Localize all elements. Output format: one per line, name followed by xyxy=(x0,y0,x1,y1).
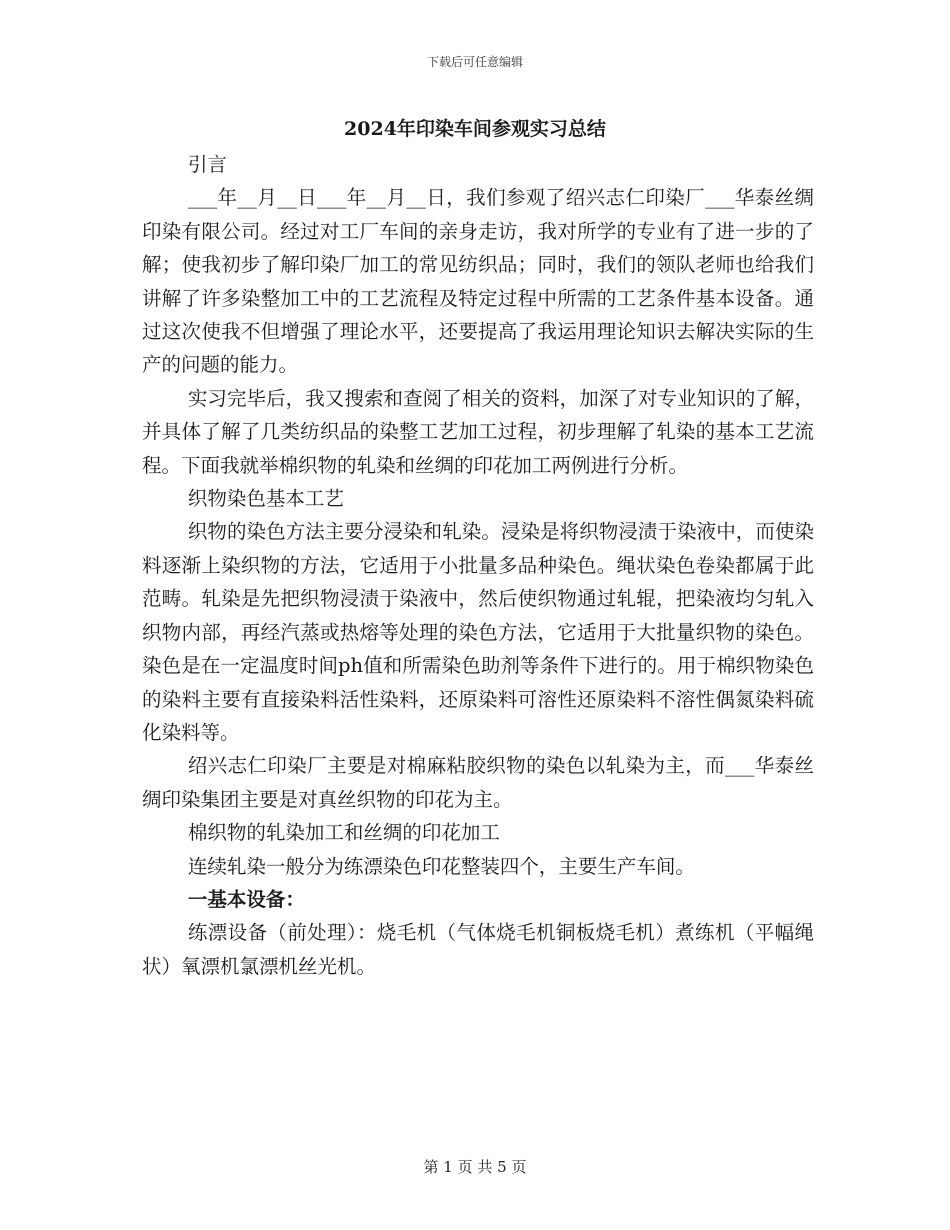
document-title: 2024年印染车间参观实习总结 xyxy=(344,118,606,140)
page-number: 第 1 页 共 5 页 xyxy=(423,1158,527,1176)
header-note: 下载后可任意编辑 xyxy=(426,55,523,69)
intro-heading: 引言 xyxy=(187,153,227,176)
cotton-silk-heading: 棉织物的轧染加工和丝绸的印花加工 xyxy=(187,821,500,845)
after-internship-paragraph: 实习完毕后，我又搜索和查阅了相关的资料，加深了对专业知识的了解，并具体了解了几类纺织品的染整工艺加工过程，初步理解了轧染的基本工艺流程。下面我就举棉织物的轧染和丝绸的印花加工两例进行分析。 xyxy=(142,386,814,477)
dyeing-process-heading: 织物染色基本工艺 xyxy=(187,487,344,511)
pretreatment-equipment-paragraph: 练漂设备（前处理）：烧毛机（气体烧毛机铜板烧毛机）煮练机（平幅绳状）氧漂机氯漂机丝光机。 xyxy=(142,921,814,978)
continuous-dyeing-paragraph: 连续轧染一般分为练漂染色印花整装四个，主要生产车间。 xyxy=(187,854,695,878)
factory-focus-paragraph: 绍兴志仁印染厂主要是对棉麻粘胶织物的染色以轧染为主，而___华泰丝绸印染集团主要是对真丝织物的印花为主。 xyxy=(142,754,814,811)
dyeing-methods-paragraph: 织物的染色方法主要分浸染和轧染。浸染是将织物浸渍于染液中，而使染料逐渐上染织物的方法，它适用于小批量多品种染色。绳状染色卷染都属于此范畴。轧染是先把织物浸渍于染液中，然后使织物通过轧辊，把染液均匀轧入织物内部，再经汽蒸或热熔等处理的染色方法，它适用于大批量织物的染色。染色是在一定温度时间ph值和所需染色助剂等条件下进行的。用于棉织物染色的染料主要有直接染料活性染料，还原染料可溶性还原染料不溶性偶氮染料硫化染料等。 xyxy=(142,520,814,744)
document-body xyxy=(142,148,814,983)
intro-paragraph: ___年__月__日___年__月__日，我们参观了绍兴志仁印染厂___华泰丝绸印染有限公司。经过对工厂车间的亲身走访，我对所学的专业有了进一步的了解；使我初步了解印染厂加工的常见纺织品；同时，我们的领队老师也给我们讲解了许多染整加工中的工艺流程及特定过程中所需的工艺条件基本设备。通过这次使我不但增强了理论水平，还要提高了我运用理论知识去解决实际的生产的问题的能力。 xyxy=(142,186,814,377)
basic-equipment-heading: 一基本设备： xyxy=(187,887,305,911)
